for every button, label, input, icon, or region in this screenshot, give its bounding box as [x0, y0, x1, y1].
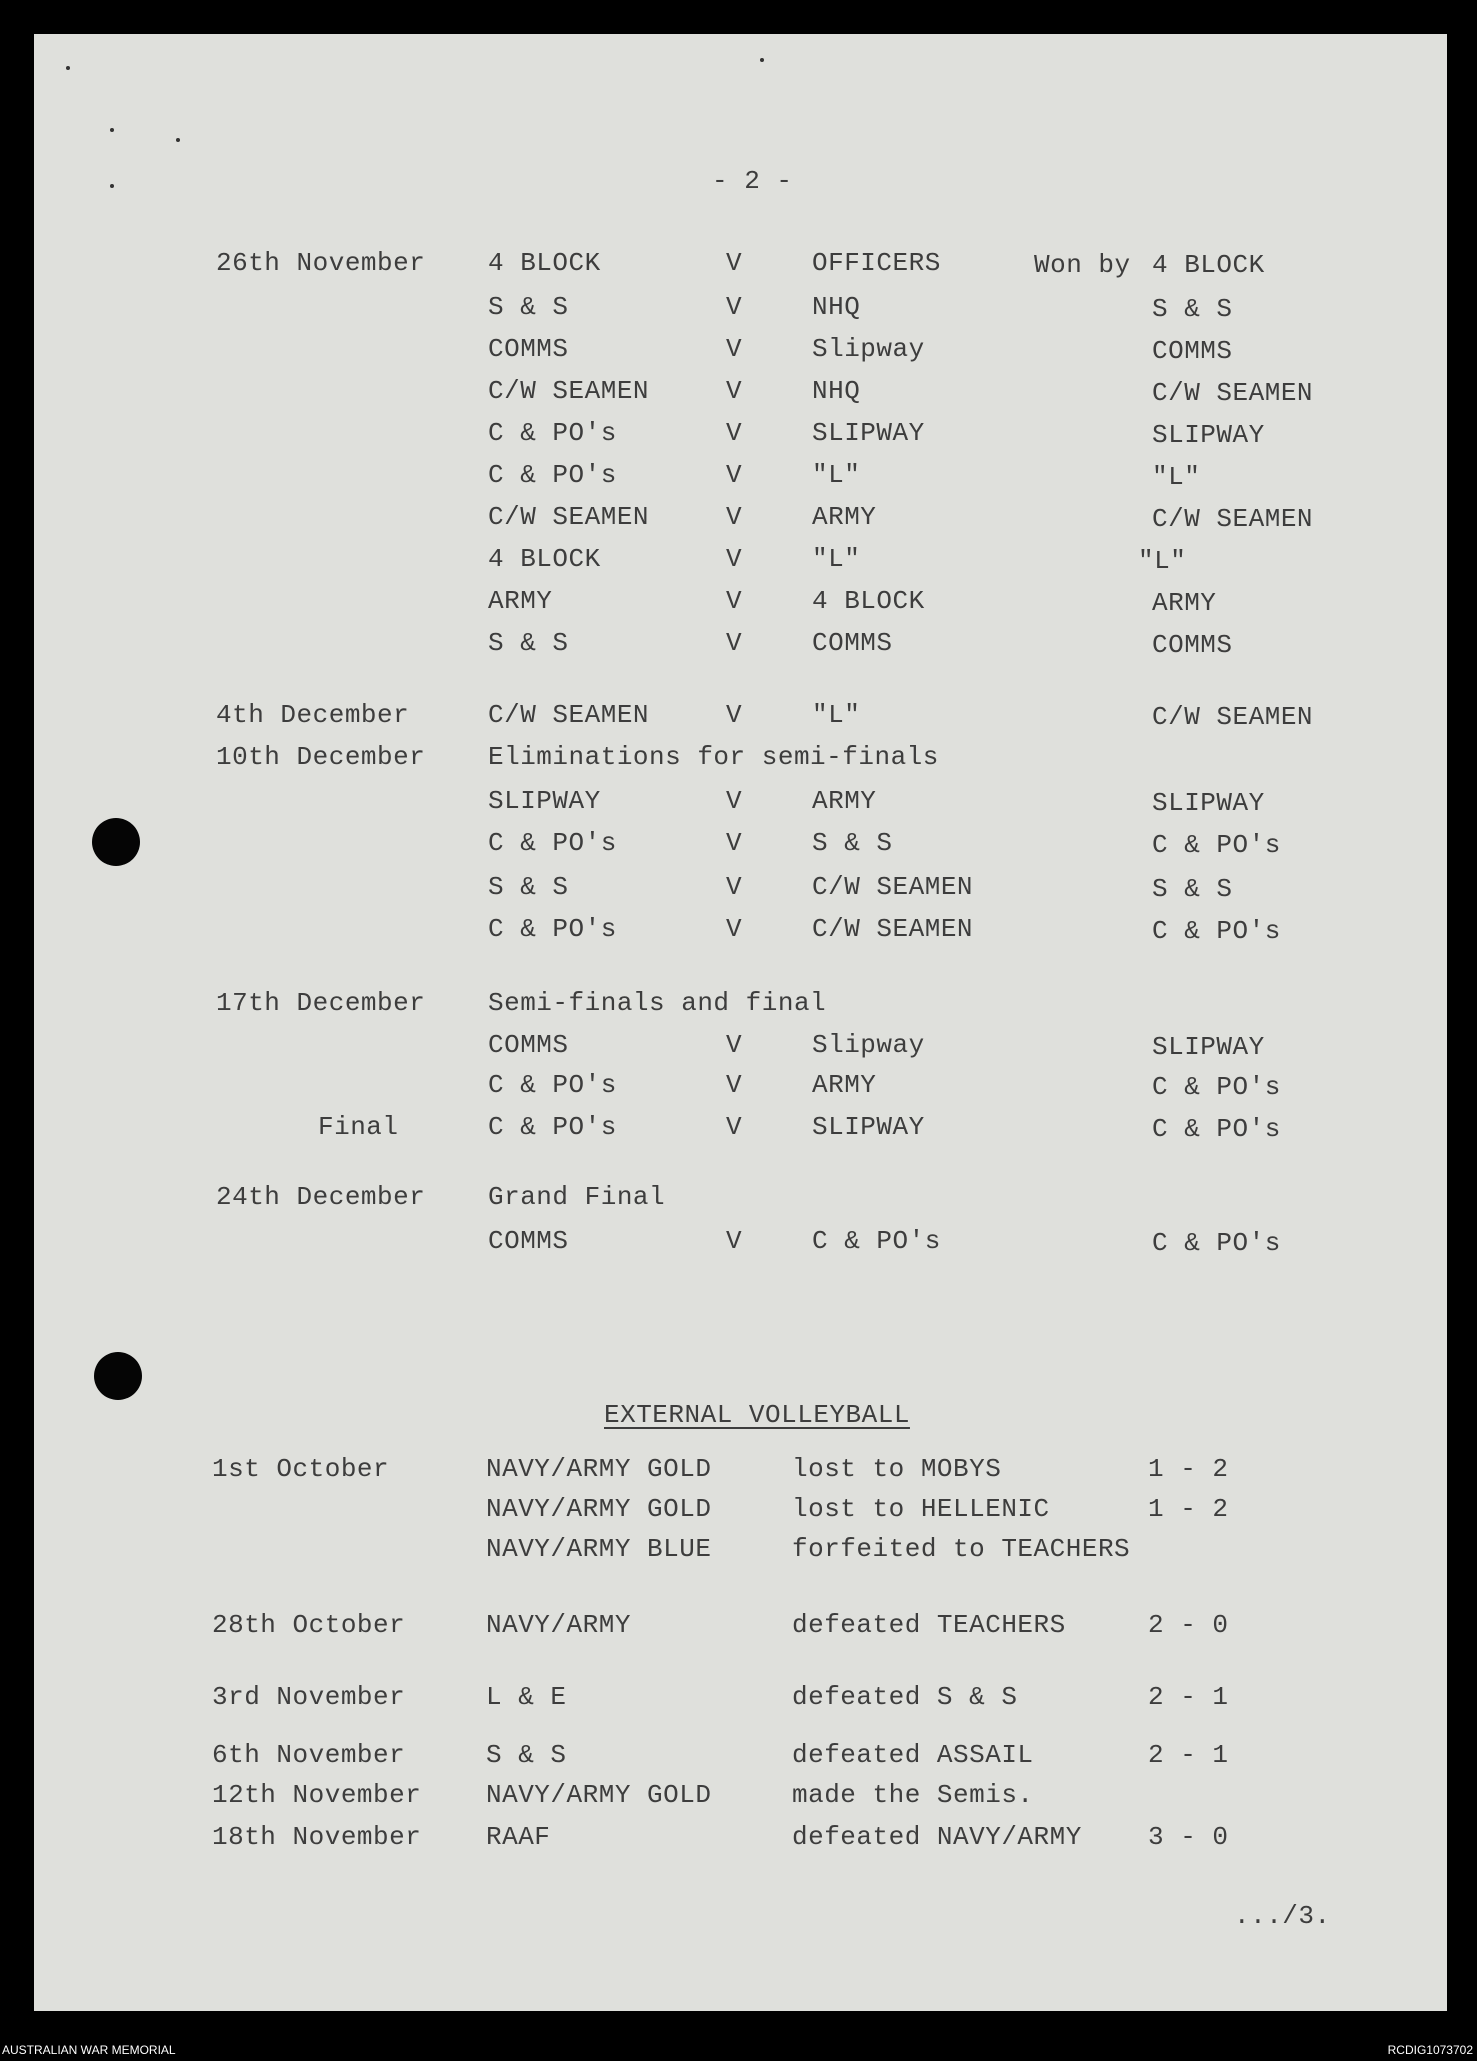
team-home: C & PO's [488, 914, 617, 944]
team-name: S & S [486, 1740, 567, 1770]
team-home: C/W SEAMEN [488, 502, 650, 532]
row-date: 4th December [216, 700, 410, 730]
team-home: C & PO's [488, 828, 617, 858]
match-winner: C & PO's [1152, 916, 1281, 946]
match-result: lost to HELLENIC [792, 1494, 1050, 1524]
versus-mark: V [726, 628, 743, 658]
versus-mark: V [726, 502, 743, 532]
versus-mark: V [726, 418, 743, 448]
archive-credit: AUSTRALIAN WAR MEMORIAL [2, 2043, 176, 2057]
match-winner: C & PO's [1152, 1114, 1281, 1144]
row-date: 26th November [216, 248, 426, 278]
team-away: "L" [812, 544, 861, 574]
team-away: ARMY [812, 1070, 877, 1100]
match-score: 3 - 0 [1148, 1822, 1229, 1852]
team-home: C & PO's [488, 1070, 617, 1100]
team-away: C/W SEAMEN [812, 914, 974, 944]
team-away: ARMY [812, 502, 877, 532]
match-winner: COMMS [1152, 630, 1233, 660]
versus-mark: V [726, 1112, 743, 1142]
match-score: 2 - 1 [1148, 1682, 1229, 1712]
versus-mark: V [726, 460, 743, 490]
team-away: SLIPWAY [812, 1112, 925, 1142]
versus-mark: V [726, 544, 743, 574]
section-title: EXTERNAL VOLLEYBALL [604, 1400, 910, 1430]
team-away: COMMS [812, 628, 893, 658]
match-winner: SLIPWAY [1152, 420, 1265, 450]
match-winner: SLIPWAY [1152, 1032, 1265, 1062]
team-away: NHQ [812, 292, 861, 322]
team-home: COMMS [488, 1030, 569, 1060]
team-name: NAVY/ARMY GOLD [486, 1454, 712, 1484]
team-home: C/W SEAMEN [488, 700, 650, 730]
row-date: 17th December [216, 988, 426, 1018]
match-winner: ARMY [1152, 588, 1217, 618]
match-score: 2 - 0 [1148, 1610, 1229, 1640]
versus-mark: V [726, 292, 743, 322]
row-date: 3rd November [212, 1682, 406, 1712]
team-home: C/W SEAMEN [488, 376, 650, 406]
match-result: forfeited to TEACHERS [792, 1534, 1131, 1564]
team-home: COMMS [488, 334, 569, 364]
versus-mark: V [726, 248, 743, 278]
match-winner: C/W SEAMEN [1152, 504, 1314, 534]
row-note: Semi-finals and final [488, 988, 827, 1018]
match-winner: C/W SEAMEN [1152, 378, 1314, 408]
match-winner: S & S [1152, 294, 1233, 324]
team-name: L & E [486, 1682, 567, 1712]
team-name: RAAF [486, 1822, 551, 1852]
match-winner: "L" [1152, 462, 1201, 492]
match-winner: "L" [1138, 546, 1187, 576]
page-number: - 2 - [712, 166, 793, 196]
row-date: 12th November [212, 1780, 422, 1810]
won-by-heading: Won by [1034, 250, 1131, 280]
row-date: 18th November [212, 1822, 422, 1852]
team-away: OFFICERS [812, 248, 941, 278]
paper-speck [66, 66, 70, 70]
team-away: 4 BLOCK [812, 586, 925, 616]
match-result: defeated NAVY/ARMY [792, 1822, 1082, 1852]
match-result: made the Semis. [792, 1780, 1034, 1810]
match-result: defeated S & S [792, 1682, 1018, 1712]
versus-mark: V [726, 828, 743, 858]
paper-speck [110, 184, 114, 188]
team-name: NAVY/ARMY [486, 1610, 631, 1640]
punch-hole-upper [92, 818, 140, 866]
document-page [34, 34, 1447, 2011]
paper-speck [176, 138, 180, 142]
team-home: 4 BLOCK [488, 248, 601, 278]
versus-mark: V [726, 1226, 743, 1256]
match-result: lost to MOBYS [792, 1454, 1002, 1484]
row-date: 1st October [212, 1454, 390, 1484]
match-result: defeated ASSAIL [792, 1740, 1034, 1770]
match-winner: 4 BLOCK [1152, 250, 1265, 280]
match-score: 2 - 1 [1148, 1740, 1229, 1770]
team-home: SLIPWAY [488, 786, 601, 816]
team-home: S & S [488, 292, 569, 322]
punch-hole-lower [94, 1352, 142, 1400]
row-date: 28th October [212, 1610, 406, 1640]
match-winner: SLIPWAY [1152, 788, 1265, 818]
row-note: Eliminations for semi-finals [488, 742, 939, 772]
versus-mark: V [726, 872, 743, 902]
match-winner: C & PO's [1152, 830, 1281, 860]
team-away: Slipway [812, 1030, 925, 1060]
paper-speck [110, 128, 114, 132]
row-date: 10th December [216, 742, 426, 772]
match-winner: C & PO's [1152, 1072, 1281, 1102]
team-home: S & S [488, 872, 569, 902]
versus-mark: V [726, 1070, 743, 1100]
team-home: 4 BLOCK [488, 544, 601, 574]
team-name: NAVY/ARMY GOLD [486, 1780, 712, 1810]
row-label: Final [318, 1112, 399, 1142]
match-score: 1 - 2 [1148, 1494, 1229, 1524]
team-home: S & S [488, 628, 569, 658]
match-winner: COMMS [1152, 336, 1233, 366]
versus-mark: V [726, 914, 743, 944]
team-home: ARMY [488, 586, 553, 616]
match-winner: S & S [1152, 874, 1233, 904]
team-away: ARMY [812, 786, 877, 816]
paper-speck [760, 58, 764, 62]
continuation-marker: .../3. [1234, 1901, 1331, 1931]
versus-mark: V [726, 1030, 743, 1060]
team-away: SLIPWAY [812, 418, 925, 448]
team-away: C/W SEAMEN [812, 872, 974, 902]
row-date: 24th December [216, 1182, 426, 1212]
team-away: "L" [812, 700, 861, 730]
match-winner: C/W SEAMEN [1152, 702, 1314, 732]
match-winner: C & PO's [1152, 1228, 1281, 1258]
match-score: 1 - 2 [1148, 1454, 1229, 1484]
team-name: NAVY/ARMY BLUE [486, 1534, 712, 1564]
team-away: C & PO's [812, 1226, 941, 1256]
row-date: 6th November [212, 1740, 406, 1770]
versus-mark: V [726, 786, 743, 816]
match-result: defeated TEACHERS [792, 1610, 1066, 1640]
team-away: NHQ [812, 376, 861, 406]
team-name: NAVY/ARMY GOLD [486, 1494, 712, 1524]
versus-mark: V [726, 334, 743, 364]
team-home: C & PO's [488, 460, 617, 490]
versus-mark: V [726, 376, 743, 406]
versus-mark: V [726, 700, 743, 730]
team-away: Slipway [812, 334, 925, 364]
archive-reference: RCDIG1073702 [1387, 2043, 1473, 2057]
team-home: C & PO's [488, 418, 617, 448]
team-home: C & PO's [488, 1112, 617, 1142]
team-home: COMMS [488, 1226, 569, 1256]
team-away: "L" [812, 460, 861, 490]
versus-mark: V [726, 586, 743, 616]
team-away: S & S [812, 828, 893, 858]
row-note: Grand Final [488, 1182, 666, 1212]
